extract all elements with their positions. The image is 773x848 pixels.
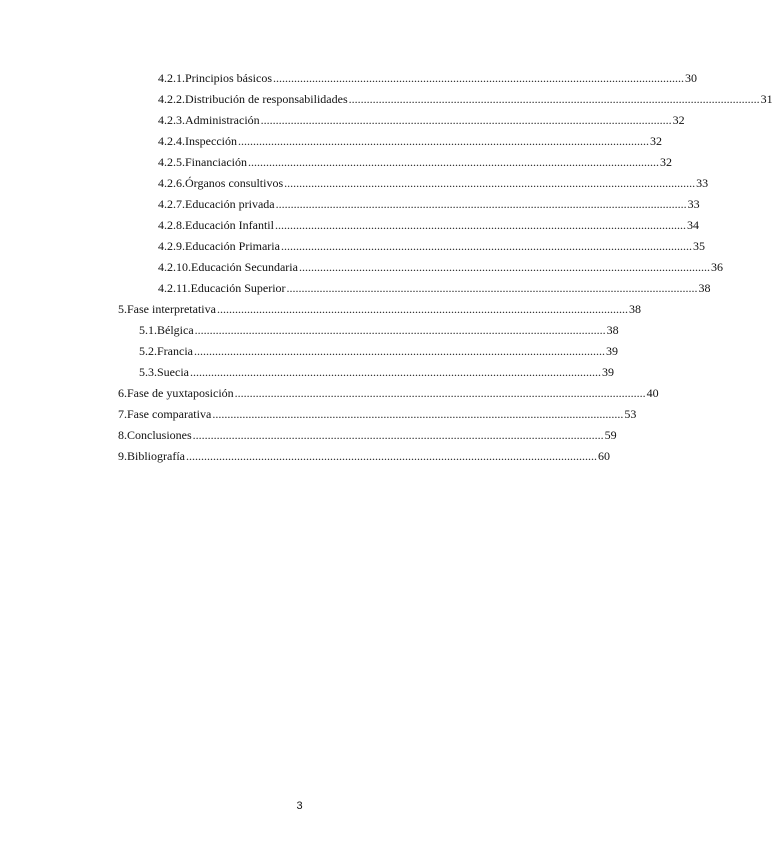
toc-entry-number: 7. bbox=[118, 407, 127, 421]
toc-entry-page: 59 bbox=[604, 428, 617, 442]
toc-entry[interactable] bbox=[158, 218, 699, 234]
toc-entry-title: Financiación bbox=[185, 155, 247, 169]
toc-entry-number: 5.3. bbox=[139, 365, 157, 379]
toc-entry-number: 4.2.10. bbox=[158, 260, 191, 274]
toc-entry-number: 4.2.3. bbox=[158, 113, 185, 127]
toc-entry[interactable] bbox=[158, 134, 662, 150]
toc-entry[interactable] bbox=[139, 323, 619, 339]
toc-entry[interactable] bbox=[118, 449, 610, 465]
toc-entry-page: 34 bbox=[686, 218, 699, 232]
toc-entry-title: Educación Superior bbox=[190, 281, 286, 295]
toc-entry-title: Órganos consultivos bbox=[185, 176, 284, 190]
toc-entry-title: Principios básicos bbox=[185, 71, 272, 85]
toc-entry-page: 39 bbox=[605, 344, 618, 358]
toc-entry-page: 38 bbox=[628, 302, 641, 316]
toc-entry-number: 4.2.6. bbox=[158, 176, 185, 190]
toc-leader: ......................................................................................................................................... bbox=[298, 260, 710, 274]
toc-leader: ......................................................................................................................................... bbox=[237, 134, 649, 148]
toc-entry-number: 6. bbox=[118, 386, 127, 400]
toc-leader: ......................................................................................................................................... bbox=[284, 176, 696, 190]
toc-entry-page: 32 bbox=[659, 155, 672, 169]
toc-entry-title: Suecia bbox=[157, 365, 189, 379]
toc-leader: ......................................................................................................................................... bbox=[193, 344, 605, 358]
toc-leader: ......................................................................................................................................... bbox=[348, 92, 760, 106]
toc-entry-page: 40 bbox=[646, 386, 659, 400]
toc-entry-title: Educación Infantil bbox=[185, 218, 274, 232]
toc-entry-page: 31 bbox=[760, 92, 773, 106]
toc-entry-number: 5. bbox=[118, 302, 127, 316]
toc-entry[interactable] bbox=[139, 344, 618, 360]
toc-entry[interactable] bbox=[158, 239, 705, 255]
toc-entry-title: Distribución de responsabilidades bbox=[185, 92, 348, 106]
toc-entry-number: 4.2.4. bbox=[158, 134, 185, 148]
toc-entry[interactable] bbox=[158, 92, 773, 108]
toc-entry-title: Bibliografía bbox=[127, 449, 185, 463]
toc-entry-number: 4.2.8. bbox=[158, 218, 185, 232]
toc-entry-title: Fase comparativa bbox=[127, 407, 212, 421]
toc-entry-page: 35 bbox=[692, 239, 705, 253]
toc-entry-title: Bélgica bbox=[157, 323, 194, 337]
toc-entry-title: Inspección bbox=[185, 134, 237, 148]
toc-entry-page: 39 bbox=[602, 365, 614, 379]
toc-leader: ......................................................................................................................................... bbox=[280, 239, 692, 253]
toc-entry-title: Educación Primaria bbox=[185, 239, 280, 253]
toc-entry-page: 38 bbox=[698, 281, 711, 295]
toc-leader: ......................................................................................................................................... bbox=[234, 386, 646, 400]
toc-entry-number: 4.2.1. bbox=[158, 71, 185, 85]
page-number: 3 bbox=[296, 800, 303, 812]
toc-entry-page: 32 bbox=[649, 134, 662, 148]
toc-entry[interactable] bbox=[158, 176, 709, 192]
toc-entry-number: 5.1. bbox=[139, 323, 157, 337]
toc-leader: ......................................................................................................................................... bbox=[273, 71, 684, 85]
toc-entry-title: Fase interpretativa bbox=[127, 302, 216, 316]
toc-leader: ......................................................................................................................................... bbox=[185, 449, 597, 463]
toc-leader: ......................................................................................................................................... bbox=[260, 113, 672, 127]
toc-entry-page: 38 bbox=[606, 323, 619, 337]
toc-entry-page: 60 bbox=[597, 449, 610, 463]
toc-entry-number: 5.2. bbox=[139, 344, 157, 358]
toc-entry-title: Conclusiones bbox=[127, 428, 192, 442]
toc-entry[interactable] bbox=[158, 71, 697, 87]
toc-entry-title: Administración bbox=[185, 113, 260, 127]
toc-entry-page: 32 bbox=[672, 113, 685, 127]
toc-leader: ......................................................................................................................................... bbox=[274, 218, 686, 232]
toc-leader: ......................................................................................................................................... bbox=[190, 365, 601, 379]
toc-entry-title: Educación privada bbox=[185, 197, 275, 211]
toc-entry-number: 4.2.2. bbox=[158, 92, 185, 106]
toc-entry-number: 4.2.11. bbox=[158, 281, 191, 295]
toc-leader: ......................................................................................................................................... bbox=[286, 281, 698, 295]
toc-entry[interactable] bbox=[158, 113, 685, 129]
toc-entry-title: Fase de yuxtaposición bbox=[127, 386, 234, 400]
toc-entry-number: 4.2.5. bbox=[158, 155, 185, 169]
toc-entry[interactable] bbox=[139, 365, 614, 381]
toc-entry[interactable] bbox=[158, 197, 700, 213]
toc-entry-page: 53 bbox=[624, 407, 637, 421]
toc-entry[interactable] bbox=[118, 407, 637, 423]
toc-leader: ......................................................................................................................................... bbox=[192, 428, 604, 442]
toc-entry-title: Francia bbox=[157, 344, 193, 358]
toc-entry[interactable] bbox=[158, 155, 672, 171]
toc-leader: ......................................................................................................................................... bbox=[216, 302, 628, 316]
toc-entry-page: 36 bbox=[710, 260, 723, 274]
toc-entry[interactable] bbox=[118, 428, 617, 444]
toc-entry-number: 4.2.9. bbox=[158, 239, 185, 253]
toc-leader: ......................................................................................................................................... bbox=[275, 197, 687, 211]
toc-entry-page: 33 bbox=[696, 176, 709, 190]
toc-leader: ......................................................................................................................................... bbox=[212, 407, 624, 421]
toc-entry[interactable] bbox=[158, 281, 711, 297]
toc-entry-number: 8. bbox=[118, 428, 127, 442]
toc-entry-page: 33 bbox=[687, 197, 700, 211]
toc-entry[interactable] bbox=[158, 260, 723, 276]
toc-entry-page: 30 bbox=[685, 71, 697, 85]
toc-entry-title: Educación Secundaria bbox=[191, 260, 298, 274]
toc-entry[interactable] bbox=[118, 386, 659, 402]
toc-entry[interactable] bbox=[118, 302, 641, 318]
toc-leader: ......................................................................................................................................... bbox=[247, 155, 659, 169]
toc-leader: ......................................................................................................................................... bbox=[194, 323, 606, 337]
toc-entry-number: 9. bbox=[118, 449, 127, 463]
toc-entry-number: 4.2.7. bbox=[158, 197, 185, 211]
